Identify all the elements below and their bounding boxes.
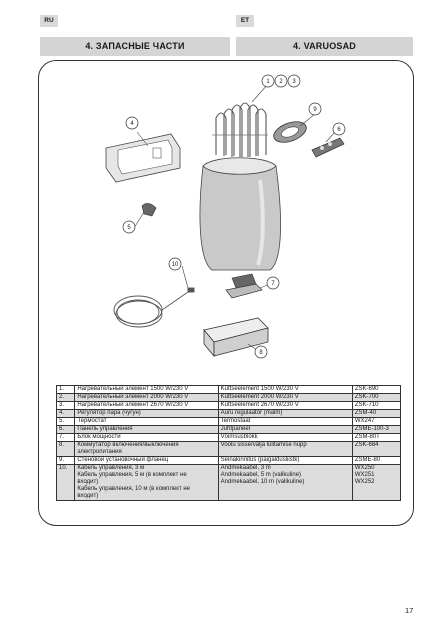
svg-text:2: 2 [279, 79, 283, 85]
svg-text:7: 7 [271, 281, 275, 287]
heater-body [200, 158, 281, 270]
cell-line: входит) [77, 479, 99, 485]
cell-line: Термостат [77, 418, 107, 424]
section-title-et: 4. VARUOSAD [236, 37, 413, 56]
table-row [57, 434, 401, 442]
cell-line: Seinakinnitus (paigaldusliistk) [220, 457, 300, 463]
table-row [57, 394, 401, 402]
callout-10 [169, 258, 181, 270]
cell-line: Auru regulaator (malm) [220, 410, 283, 416]
cell-line: ZSM-80T [354, 434, 380, 440]
cell-line: Кабель управления, 5 м (в комплект не [77, 472, 187, 478]
cell-line: WX251 [354, 472, 375, 478]
cell-line: WX250 [354, 465, 375, 471]
part-number-cell: 8. [57, 442, 75, 457]
heating-elements [212, 103, 268, 157]
part-number-cell: 5. [57, 418, 75, 426]
table-row [57, 386, 401, 394]
table-row [57, 402, 401, 410]
cell-line: Termostaat [220, 418, 251, 424]
language-tag-ru: RU [40, 15, 58, 27]
callout-1 [262, 75, 274, 87]
callout-8 [255, 346, 267, 358]
table-row [57, 457, 401, 465]
svg-text:6: 6 [337, 127, 341, 133]
cell-line: электропитания [77, 449, 122, 455]
cell-line: ZSK-700 [354, 394, 379, 400]
svg-text:8: 8 [259, 350, 263, 356]
part-number-cell: 1. [57, 386, 75, 394]
description-et-cell [218, 402, 352, 410]
language-tag-et: ET [236, 15, 254, 27]
cell-line: Andmekaabel, 3 m [220, 465, 271, 471]
description-ru-cell [75, 457, 218, 465]
cell-line: Voolu sisse/välja lülitamise nupp [220, 442, 307, 448]
callout-9 [309, 103, 321, 115]
cell-line: Коммутатор включения/выключения [77, 442, 179, 448]
part-number-cell: 3. [57, 402, 75, 410]
product-code-cell [352, 426, 400, 434]
cell-line: ZSK-710 [354, 402, 379, 408]
cell-line: ZSME-100-3 [354, 426, 389, 432]
description-et-cell [218, 465, 352, 501]
table-row [57, 418, 401, 426]
cell-line: WX247 [354, 418, 375, 424]
callout-3 [288, 75, 300, 87]
cell-line: Нагревательный элемент 1500 W/230 V [77, 386, 189, 392]
description-ru-cell [75, 434, 218, 442]
product-code-cell [352, 434, 400, 442]
cell-line: ZSM-40 [354, 410, 377, 416]
table-row [57, 426, 401, 434]
thermostat-part [142, 203, 156, 216]
exploded-parts-diagram [38, 60, 412, 380]
cell-line: Küttseelement 2000 W/230 V [220, 394, 299, 400]
cell-line: Блок мощности [77, 434, 121, 440]
product-code-cell [352, 402, 400, 410]
description-ru-cell [75, 402, 218, 410]
cell-line: ZSK-690 [354, 386, 379, 392]
product-code-cell [352, 410, 400, 418]
cell-line: ZSK-684 [354, 442, 379, 448]
cell-line: Võimsusblokk [220, 434, 258, 440]
cell-line: WX252 [354, 479, 375, 485]
callout-2 [275, 75, 287, 87]
power-block [226, 274, 262, 298]
cell-line: Стеновой установочный фланец [77, 457, 169, 463]
product-code-cell [352, 457, 400, 465]
product-code-cell [352, 442, 400, 457]
spare-parts-table [56, 385, 401, 501]
callout-6 [333, 123, 345, 135]
description-et-cell [218, 386, 352, 394]
cell-line: Кабель управления, 10 м (в комплект не [77, 486, 191, 492]
svg-text:1: 1 [266, 79, 270, 85]
steam-regulator-part [271, 118, 309, 147]
svg-text:9: 9 [313, 107, 317, 113]
part-number-cell: 7. [57, 434, 75, 442]
cell-line: Нагревательный элемент 2000 W/230 V [77, 394, 189, 400]
table-row [57, 465, 401, 501]
description-et-cell [218, 426, 352, 434]
description-ru-cell [75, 418, 218, 426]
cell-line: ZSME-80 [354, 457, 381, 463]
control-panel-frame [106, 134, 180, 182]
description-et-cell [218, 418, 352, 426]
table-row [57, 410, 401, 418]
callout-7 [267, 277, 279, 289]
part-number-cell: 4. [57, 410, 75, 418]
description-et-cell [218, 442, 352, 457]
cell-line: Кабель управления, 3 м [77, 465, 145, 471]
cell-line: Küttseelement 2670 W/230 V [220, 402, 299, 408]
part-number-cell: 6. [57, 426, 75, 434]
cell-line: Küttseelement 1500 W/230 V [220, 386, 299, 392]
description-ru-cell [75, 386, 218, 394]
description-ru-cell [75, 442, 218, 457]
part-number-cell: 2. [57, 394, 75, 402]
description-ru-cell [75, 426, 218, 434]
svg-text:5: 5 [127, 225, 131, 231]
cell-line: Andmekaabel, 10 m (valikuline) [220, 479, 305, 485]
part-number-cell: 10. [57, 465, 75, 501]
cell-line: Juhtpaneel [220, 426, 251, 432]
description-ru-cell [75, 410, 218, 418]
page-number: 17 [405, 606, 414, 615]
product-code-cell [352, 418, 400, 426]
product-code-cell [352, 386, 400, 394]
svg-text:3: 3 [292, 79, 296, 85]
description-et-cell [218, 434, 352, 442]
description-et-cell [218, 457, 352, 465]
cell-line: Andmekaabel, 5 m (valikuline) [220, 472, 302, 478]
cell-line: входит) [77, 493, 99, 499]
cell-line: Нагревательный элемент 2670 W/230 V [77, 402, 189, 408]
control-panel-unit [312, 138, 344, 157]
description-et-cell [218, 394, 352, 402]
product-code-cell [352, 465, 400, 501]
callout-5 [123, 221, 135, 233]
product-code-cell [352, 394, 400, 402]
svg-text:10: 10 [171, 262, 179, 268]
table-row [57, 442, 401, 457]
cell-line: Регулятор пара (чугун) [77, 410, 141, 416]
control-cable [114, 288, 194, 327]
description-ru-cell [75, 465, 218, 501]
section-title-ru: 4. ЗАПАСНЫЕ ЧАСТИ [40, 37, 230, 56]
cell-line: Панель управления [77, 426, 133, 432]
description-et-cell [218, 410, 352, 418]
description-ru-cell [75, 394, 218, 402]
callout-4 [126, 117, 138, 129]
part-number-cell: 9. [57, 457, 75, 465]
svg-text:4: 4 [130, 121, 134, 127]
